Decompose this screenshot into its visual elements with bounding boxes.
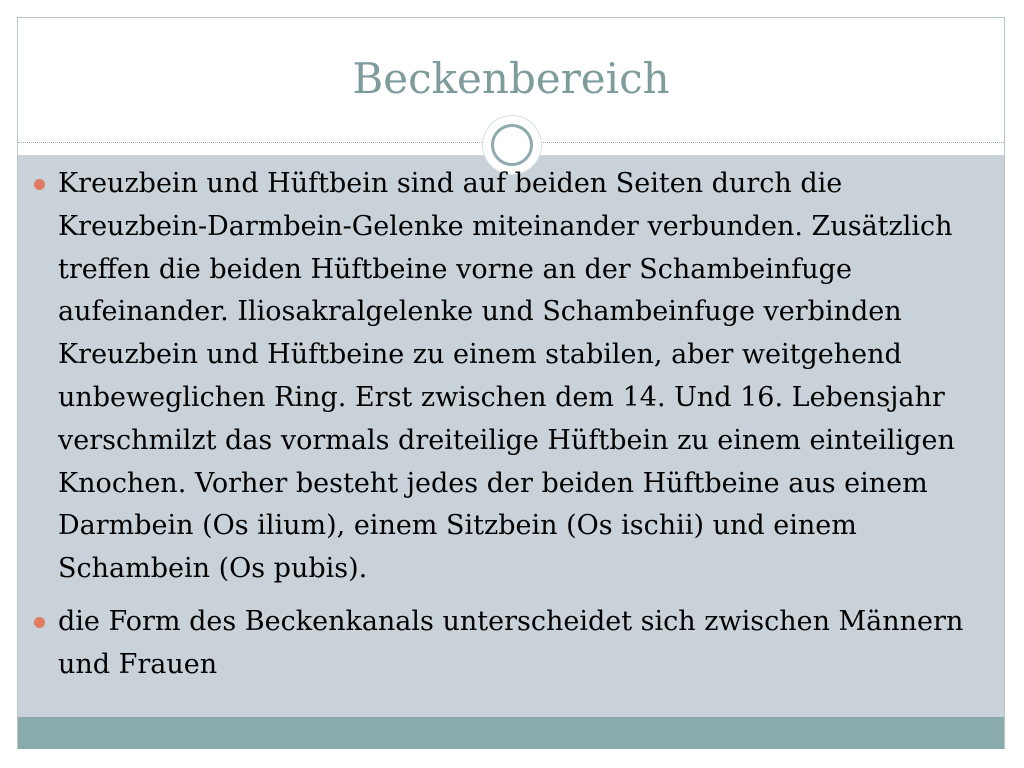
- bullet-dot-icon: [34, 179, 45, 190]
- bullet-dot-icon: [34, 617, 45, 628]
- bullet-text: Kreuzbein und Hüftbein sind auf beiden Seiten durch die Kreuzbein-Darmbein-Gelenke miteinander verbunden. Zusätzlich treffen die beiden Hüftbeine vorne an der Schambeinfuge aufeinander. Iliosakralgelenke und Schambeinfuge verbinden Kreuzbein und Hüftbeine zu einem stabilen, aber weitgehend unbeweglichen Ring. Erst zwischen dem 14. Und 16. Lebensjahr verschmilzt das vormals dreiteilige Hüftbein zu einem einteiligen Knochen. Vorher besteht jedes der beiden Hüftbeine aus einem Darmbein (Os ilium), einem Sitzbein (Os ischii) und einem Schambein (Os pubis).: [58, 168, 955, 585]
- bullet-item: [34, 163, 964, 591]
- bullet-text: die Form des Beckenkanals unterscheidet sich zwischen Männern und Frauen: [58, 605, 964, 680]
- bullet-list: [34, 163, 964, 697]
- ring-icon: [491, 124, 533, 166]
- slide-title: Beckenbereich: [352, 54, 670, 103]
- bottom-band: [18, 717, 1004, 749]
- bullet-item: [34, 601, 964, 687]
